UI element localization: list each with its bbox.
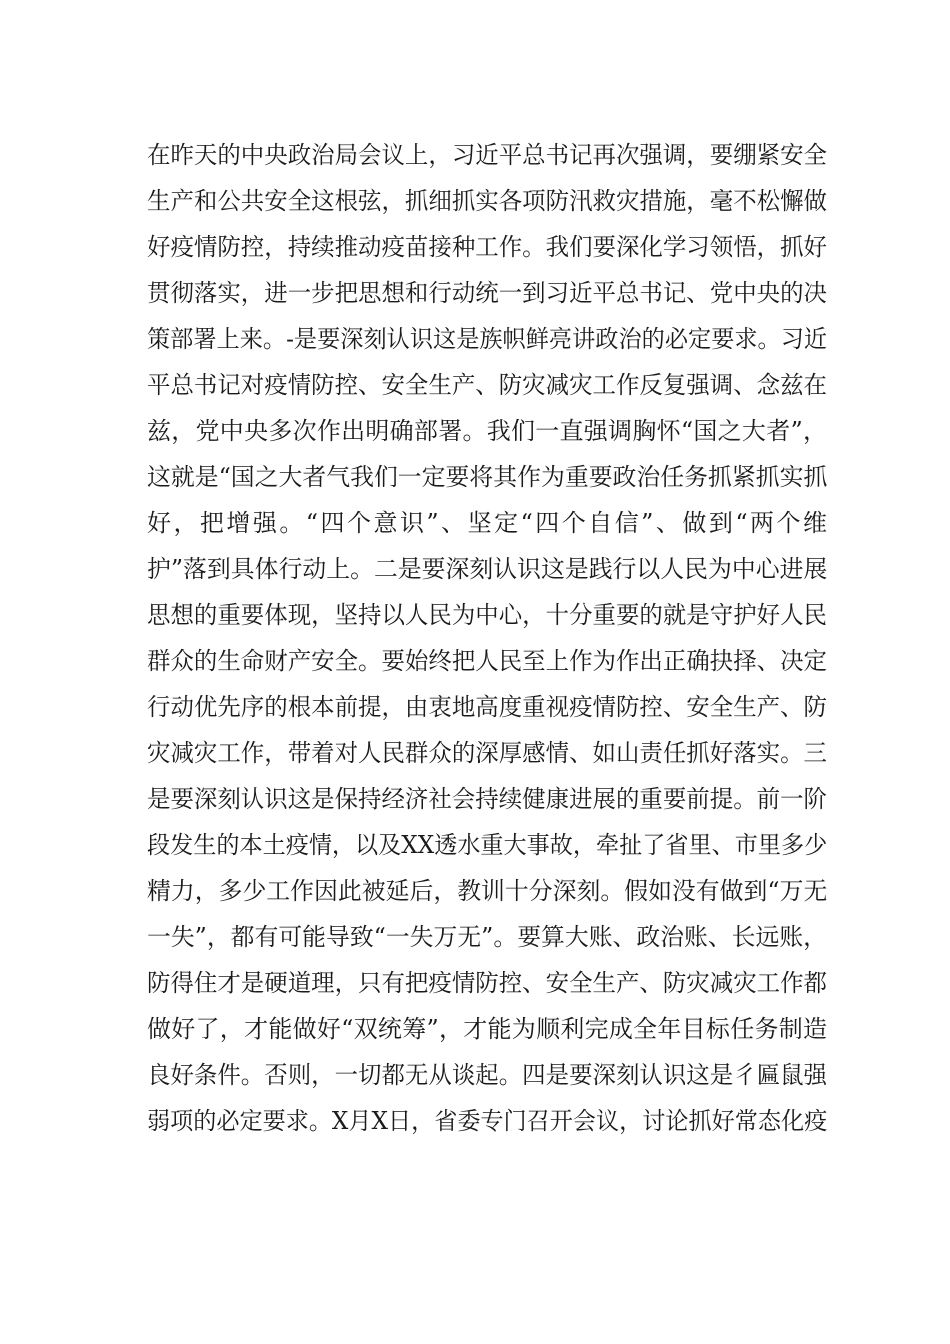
text-line: 弱项的必定要求。X月X日，省委专门召开会议，讨论抓好常态化疫 [147,1107,828,1135]
text-line: 防得住才是硬道理，只有把疫情防控、安全生产、防灾减灾工作都 [147,969,827,997]
text-line: 在昨天的中央政治局会议上，习近平总书记再次强调，要绷紧安全 [147,141,827,169]
text-line: 这就是“国之大者气我们一定要将其作为重要政治任务抓紧抓实抓 [147,463,828,491]
text-line: 思想的重要体现，坚持以人民为中心，十分重要的就是守护好人民 [147,601,827,629]
body-text [147,132,827,1144]
text-line: 好，把增强。“四个意识”、坚定“四个自信”、做到“两个维 [147,509,827,537]
text-line: 是要深刻认识这是保持经济社会持续健康进展的重要前提。前一阶 [147,785,827,813]
text-line: 策部署上来。-是要深刻认识这是族帜鲜亮讲政治的必定要求。习近 [147,325,828,353]
text-line: 行动优先序的根本前提，由衷地高度重视疫情防控、安全生产、防 [147,693,827,721]
text-line: 平总书记对疫情防控、安全生产、防灾减灾工作反复强调、念兹在 [147,371,827,399]
text-line: 群众的生命财产安全。要始终把人民至上作为作出正确抉择、决定 [147,647,827,675]
text-line: 灾减灾工作，带着对人民群众的深厚感情、如山责任抓好落实。三 [147,739,827,767]
text-line: 兹，党中央多次作出明确部署。我们一直强调胸怀“国之大者”， [147,417,827,445]
text-line: 良好条件。否则，一切都无从谈起。四是要深刻认识这是彳匾鼠强 [147,1061,827,1089]
text-line: 护”落到具体行动上。二是要深刻认识这是践行以人民为中心进展 [147,555,828,583]
text-line: 贯彻落实，进一步把思想和行动统一到习近平总书记、党中央的决 [147,279,827,307]
text-line: 精力，多少工作因此被延后，教训十分深刻。假如没有做到“万无 [147,877,828,905]
text-line: 一失”，都有可能导致“一失万无”。要算大账、政治账、长远账， [147,923,827,951]
text-line: 生产和公共安全这根弦，抓细抓实各项防汛救灾措施，毫不松懈做 [147,187,827,215]
text-line: 好疫情防控，持续推动疫苗接种工作。我们要深化学习领悟，抓好 [147,233,827,261]
text-line: 段发生的本土疫情，以及XX透水重大事故，牵扯了省里、市里多少 [147,831,828,859]
text-line: 做好了，才能做好“双统筹”，才能为顺利完成全年目标任务制造 [147,1015,827,1043]
